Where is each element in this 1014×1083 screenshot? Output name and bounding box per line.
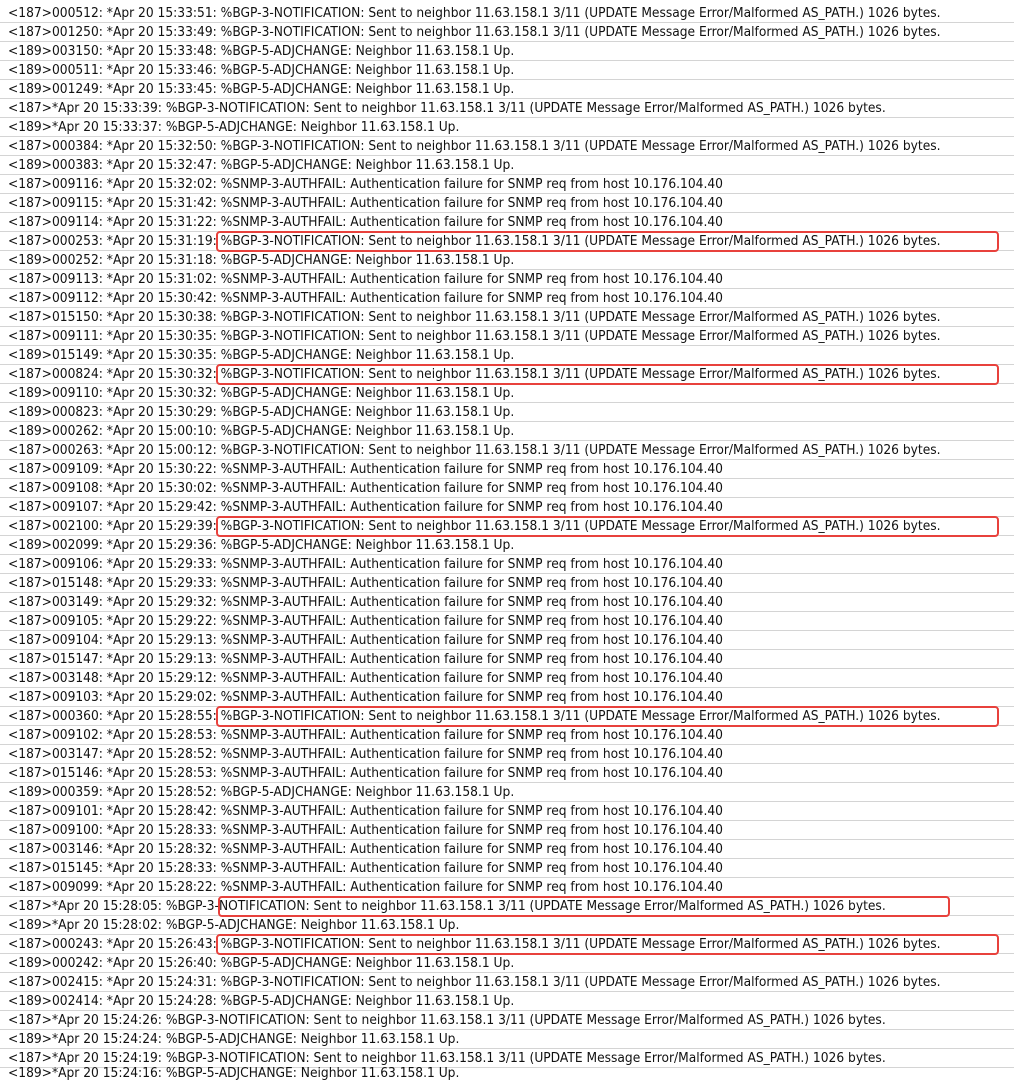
log-row[interactable]: [0, 137, 1014, 156]
log-sheet: [0, 4, 1014, 1068]
log-row[interactable]: [0, 346, 1014, 365]
log-row[interactable]: [0, 745, 1014, 764]
log-row-text: <189>000359: *Apr 20 15:28:52: %BGP-5-ADJCHANGE: Neighbor 11.63.158.1 Up.: [8, 785, 515, 800]
log-row-text: <187>015148: *Apr 20 15:29:33: %SNMP-3-AUTHFAIL: Authentication failure for SNMP req from host 10.176.104.40: [8, 576, 723, 591]
log-row-text: <189>*Apr 20 15:28:02: %BGP-5-ADJCHANGE: Neighbor 11.63.158.1 Up.: [8, 918, 460, 933]
log-row-text: <187>009108: *Apr 20 15:30:02: %SNMP-3-AUTHFAIL: Authentication failure for SNMP req from host 10.176.104.40: [8, 481, 723, 496]
log-row[interactable]: [0, 498, 1014, 517]
log-row-text: <187>002100: *Apr 20 15:29:39: %BGP-3-NOTIFICATION: Sent to neighbor 11.63.158.1 3/11 (UPDATE Message Error/Malformed AS_PATH.) 1026 bytes.: [8, 519, 941, 534]
log-row[interactable]: [0, 973, 1014, 992]
log-row[interactable]: [0, 859, 1014, 878]
log-row-text: <187>*Apr 20 15:28:05: %BGP-3-NOTIFICATION: Sent to neighbor 11.63.158.1 3/11 (UPDATE Message Error/Malformed AS_PATH.) 1026 bytes.: [8, 899, 886, 914]
log-row[interactable]: [0, 422, 1014, 441]
log-row[interactable]: [0, 612, 1014, 631]
log-row-text: <187>015147: *Apr 20 15:29:13: %SNMP-3-AUTHFAIL: Authentication failure for SNMP req from host 10.176.104.40: [8, 652, 723, 667]
log-row[interactable]: [0, 574, 1014, 593]
log-row-text: <187>003148: *Apr 20 15:29:12: %SNMP-3-AUTHFAIL: Authentication failure for SNMP req from host 10.176.104.40: [8, 671, 723, 686]
log-row[interactable]: [0, 479, 1014, 498]
log-row[interactable]: [0, 688, 1014, 707]
log-row-text: <187>000512: *Apr 20 15:33:51: %BGP-3-NOTIFICATION: Sent to neighbor 11.63.158.1 3/11 (UPDATE Message Error/Malformed AS_PATH.) 1026 bytes.: [8, 6, 941, 21]
log-row-text: <187>009114: *Apr 20 15:31:22: %SNMP-3-AUTHFAIL: Authentication failure for SNMP req from host 10.176.104.40: [8, 215, 723, 230]
log-row-text: <189>002414: *Apr 20 15:24:28: %BGP-5-ADJCHANGE: Neighbor 11.63.158.1 Up.: [8, 994, 515, 1009]
log-row[interactable]: [0, 536, 1014, 555]
log-row[interactable]: [0, 4, 1014, 23]
log-row-text: <187>009113: *Apr 20 15:31:02: %SNMP-3-AUTHFAIL: Authentication failure for SNMP req from host 10.176.104.40: [8, 272, 723, 287]
log-row-text: <187>015150: *Apr 20 15:30:38: %BGP-3-NOTIFICATION: Sent to neighbor 11.63.158.1 3/11 (UPDATE Message Error/Malformed AS_PATH.) 1026 bytes.: [8, 310, 941, 325]
log-row[interactable]: [0, 992, 1014, 1011]
log-row[interactable]: [0, 403, 1014, 422]
log-row[interactable]: [0, 118, 1014, 137]
log-row-text: <187>000243: *Apr 20 15:26:43: %BGP-3-NOTIFICATION: Sent to neighbor 11.63.158.1 3/11 (UPDATE Message Error/Malformed AS_PATH.) 1026 bytes.: [8, 937, 941, 952]
log-row-text: <187>009105: *Apr 20 15:29:22: %SNMP-3-AUTHFAIL: Authentication failure for SNMP req from host 10.176.104.40: [8, 614, 723, 629]
log-row-text: <187>009104: *Apr 20 15:29:13: %SNMP-3-AUTHFAIL: Authentication failure for SNMP req from host 10.176.104.40: [8, 633, 723, 648]
log-row-text: <187>*Apr 20 15:24:19: %BGP-3-NOTIFICATION: Sent to neighbor 11.63.158.1 3/11 (UPDATE Message Error/Malformed AS_PATH.) 1026 bytes.: [8, 1051, 886, 1066]
log-row-text: <189>003150: *Apr 20 15:33:48: %BGP-5-ADJCHANGE: Neighbor 11.63.158.1 Up.: [8, 44, 515, 59]
log-row-text: <187>015145: *Apr 20 15:28:33: %SNMP-3-AUTHFAIL: Authentication failure for SNMP req from host 10.176.104.40: [8, 861, 723, 876]
log-row[interactable]: [0, 194, 1014, 213]
log-row-text: <187>000263: *Apr 20 15:00:12: %BGP-3-NOTIFICATION: Sent to neighbor 11.63.158.1 3/11 (UPDATE Message Error/Malformed AS_PATH.) 1026 bytes.: [8, 443, 941, 458]
log-row[interactable]: [0, 460, 1014, 479]
log-row-text: <187>009102: *Apr 20 15:28:53: %SNMP-3-AUTHFAIL: Authentication failure for SNMP req from host 10.176.104.40: [8, 728, 723, 743]
log-row[interactable]: [0, 80, 1014, 99]
log-row[interactable]: [0, 669, 1014, 688]
log-row-highlighted[interactable]: [0, 232, 1014, 251]
log-row[interactable]: [0, 1011, 1014, 1030]
log-row[interactable]: [0, 42, 1014, 61]
log-row[interactable]: [0, 802, 1014, 821]
log-row-text: <189>000823: *Apr 20 15:30:29: %BGP-5-ADJCHANGE: Neighbor 11.63.158.1 Up.: [8, 405, 515, 420]
log-row-text: <187>009109: *Apr 20 15:30:22: %SNMP-3-AUTHFAIL: Authentication failure for SNMP req from host 10.176.104.40: [8, 462, 723, 477]
log-row-text: <187>009100: *Apr 20 15:28:33: %SNMP-3-AUTHFAIL: Authentication failure for SNMP req from host 10.176.104.40: [8, 823, 723, 838]
log-row-partial-clip: [0, 1064, 1014, 1081]
log-row[interactable]: [0, 783, 1014, 802]
log-row[interactable]: [0, 308, 1014, 327]
log-row[interactable]: [0, 593, 1014, 612]
log-row-text: <187>002415: *Apr 20 15:24:31: %BGP-3-NOTIFICATION: Sent to neighbor 11.63.158.1 3/11 (UPDATE Message Error/Malformed AS_PATH.) 1026 bytes.: [8, 975, 941, 990]
log-row[interactable]: [0, 23, 1014, 42]
log-row-text: <189>009110: *Apr 20 15:30:32: %BGP-5-ADJCHANGE: Neighbor 11.63.158.1 Up.: [8, 386, 515, 401]
log-row-text: <187>003146: *Apr 20 15:28:32: %SNMP-3-AUTHFAIL: Authentication failure for SNMP req from host 10.176.104.40: [8, 842, 723, 857]
log-row-text: <187>*Apr 20 15:24:26: %BGP-3-NOTIFICATION: Sent to neighbor 11.63.158.1 3/11 (UPDATE Message Error/Malformed AS_PATH.) 1026 bytes.: [8, 1013, 886, 1028]
log-row[interactable]: [0, 251, 1014, 270]
log-row-text: <187>003149: *Apr 20 15:29:32: %SNMP-3-AUTHFAIL: Authentication failure for SNMP req from host 10.176.104.40: [8, 595, 723, 610]
log-row-text: <187>*Apr 20 15:33:39: %BGP-3-NOTIFICATION: Sent to neighbor 11.63.158.1 3/11 (UPDATE Message Error/Malformed AS_PATH.) 1026 bytes.: [8, 101, 886, 116]
log-row-text: <189>*Apr 20 15:24:16: %BGP-5-ADJCHANGE: Neighbor 11.63.158.1 Up.: [8, 1066, 460, 1081]
log-row[interactable]: [0, 175, 1014, 194]
log-row[interactable]: [0, 726, 1014, 745]
log-row-text: <189>*Apr 20 15:24:24: %BGP-5-ADJCHANGE: Neighbor 11.63.158.1 Up.: [8, 1032, 460, 1047]
log-row-text: <187>000253: *Apr 20 15:31:19: %BGP-3-NOTIFICATION: Sent to neighbor 11.63.158.1 3/11 (UPDATE Message Error/Malformed AS_PATH.) 1026 bytes.: [8, 234, 941, 249]
log-row-text: <189>000383: *Apr 20 15:32:47: %BGP-5-ADJCHANGE: Neighbor 11.63.158.1 Up.: [8, 158, 515, 173]
log-row-text: <189>*Apr 20 15:33:37: %BGP-5-ADJCHANGE: Neighbor 11.63.158.1 Up.: [8, 120, 460, 135]
log-row-text: <187>009106: *Apr 20 15:29:33: %SNMP-3-AUTHFAIL: Authentication failure for SNMP req from host 10.176.104.40: [8, 557, 723, 572]
log-row[interactable]: [0, 270, 1014, 289]
log-row[interactable]: [0, 555, 1014, 574]
log-row-highlighted[interactable]: [0, 935, 1014, 954]
log-row-text: <189>000242: *Apr 20 15:26:40: %BGP-5-ADJCHANGE: Neighbor 11.63.158.1 Up.: [8, 956, 515, 971]
log-row-text: <187>003147: *Apr 20 15:28:52: %SNMP-3-AUTHFAIL: Authentication failure for SNMP req from host 10.176.104.40: [8, 747, 723, 762]
log-row-text: <187>009107: *Apr 20 15:29:42: %SNMP-3-AUTHFAIL: Authentication failure for SNMP req from host 10.176.104.40: [8, 500, 723, 515]
log-row-text: <187>001250: *Apr 20 15:33:49: %BGP-3-NOTIFICATION: Sent to neighbor 11.63.158.1 3/11 (UPDATE Message Error/Malformed AS_PATH.) 1026 bytes.: [8, 25, 941, 40]
log-row-text: <187>000360: *Apr 20 15:28:55: %BGP-3-NOTIFICATION: Sent to neighbor 11.63.158.1 3/11 (UPDATE Message Error/Malformed AS_PATH.) 1026 bytes.: [8, 709, 941, 724]
log-row[interactable]: [0, 916, 1014, 935]
log-row[interactable]: [0, 289, 1014, 308]
log-row-text: <189>000252: *Apr 20 15:31:18: %BGP-5-ADJCHANGE: Neighbor 11.63.158.1 Up.: [8, 253, 515, 268]
log-row-highlighted[interactable]: [0, 897, 1014, 916]
log-row[interactable]: [0, 764, 1014, 783]
log-row[interactable]: [0, 954, 1014, 973]
log-row-highlighted[interactable]: [0, 707, 1014, 726]
log-row-text: <187>009112: *Apr 20 15:30:42: %SNMP-3-AUTHFAIL: Authentication failure for SNMP req from host 10.176.104.40: [8, 291, 723, 306]
log-row[interactable]: [0, 878, 1014, 897]
log-row-highlighted[interactable]: [0, 365, 1014, 384]
log-row-text: <187>015146: *Apr 20 15:28:53: %SNMP-3-AUTHFAIL: Authentication failure for SNMP req from host 10.176.104.40: [8, 766, 723, 781]
log-row-text: <187>009101: *Apr 20 15:28:42: %SNMP-3-AUTHFAIL: Authentication failure for SNMP req from host 10.176.104.40: [8, 804, 723, 819]
log-row[interactable]: [0, 441, 1014, 460]
log-row-text: <189>000262: *Apr 20 15:00:10: %BGP-5-ADJCHANGE: Neighbor 11.63.158.1 Up.: [8, 424, 515, 439]
log-row[interactable]: [0, 650, 1014, 669]
log-row-text: <187>009103: *Apr 20 15:29:02: %SNMP-3-AUTHFAIL: Authentication failure for SNMP req from host 10.176.104.40: [8, 690, 723, 705]
log-row-text: <187>009116: *Apr 20 15:32:02: %SNMP-3-AUTHFAIL: Authentication failure for SNMP req from host 10.176.104.40: [8, 177, 723, 192]
log-row[interactable]: [0, 1030, 1014, 1049]
log-row[interactable]: [0, 156, 1014, 175]
log-row-text: <187>009115: *Apr 20 15:31:42: %SNMP-3-AUTHFAIL: Authentication failure for SNMP req from host 10.176.104.40: [8, 196, 723, 211]
log-row-text: <189>001249: *Apr 20 15:33:45: %BGP-5-ADJCHANGE: Neighbor 11.63.158.1 Up.: [8, 82, 515, 97]
log-row-text: <187>009111: *Apr 20 15:30:35: %BGP-3-NOTIFICATION: Sent to neighbor 11.63.158.1 3/11 (UPDATE Message Error/Malformed AS_PATH.) 1026 bytes.: [8, 329, 941, 344]
log-row[interactable]: [0, 213, 1014, 232]
log-row[interactable]: [0, 327, 1014, 346]
log-row[interactable]: [0, 99, 1014, 118]
log-row[interactable]: [0, 840, 1014, 859]
log-row-highlighted[interactable]: [0, 517, 1014, 536]
log-row-text: <187>000824: *Apr 20 15:30:32: %BGP-3-NOTIFICATION: Sent to neighbor 11.63.158.1 3/11 (UPDATE Message Error/Malformed AS_PATH.) 1026 bytes.: [8, 367, 941, 382]
log-row-text: <189>000511: *Apr 20 15:33:46: %BGP-5-ADJCHANGE: Neighbor 11.63.158.1 Up.: [8, 63, 515, 78]
log-row[interactable]: [0, 1064, 1014, 1083]
log-row-text: <187>000384: *Apr 20 15:32:50: %BGP-3-NOTIFICATION: Sent to neighbor 11.63.158.1 3/11 (UPDATE Message Error/Malformed AS_PATH.) 1026 bytes.: [8, 139, 941, 154]
log-row[interactable]: [0, 631, 1014, 650]
log-row-text: <187>009099: *Apr 20 15:28:22: %SNMP-3-AUTHFAIL: Authentication failure for SNMP req from host 10.176.104.40: [8, 880, 723, 895]
log-row[interactable]: [0, 384, 1014, 403]
log-row-text: <189>002099: *Apr 20 15:29:36: %BGP-5-ADJCHANGE: Neighbor 11.63.158.1 Up.: [8, 538, 515, 553]
log-row-text: <189>015149: *Apr 20 15:30:35: %BGP-5-ADJCHANGE: Neighbor 11.63.158.1 Up.: [8, 348, 515, 363]
log-row[interactable]: [0, 61, 1014, 80]
log-row[interactable]: [0, 821, 1014, 840]
